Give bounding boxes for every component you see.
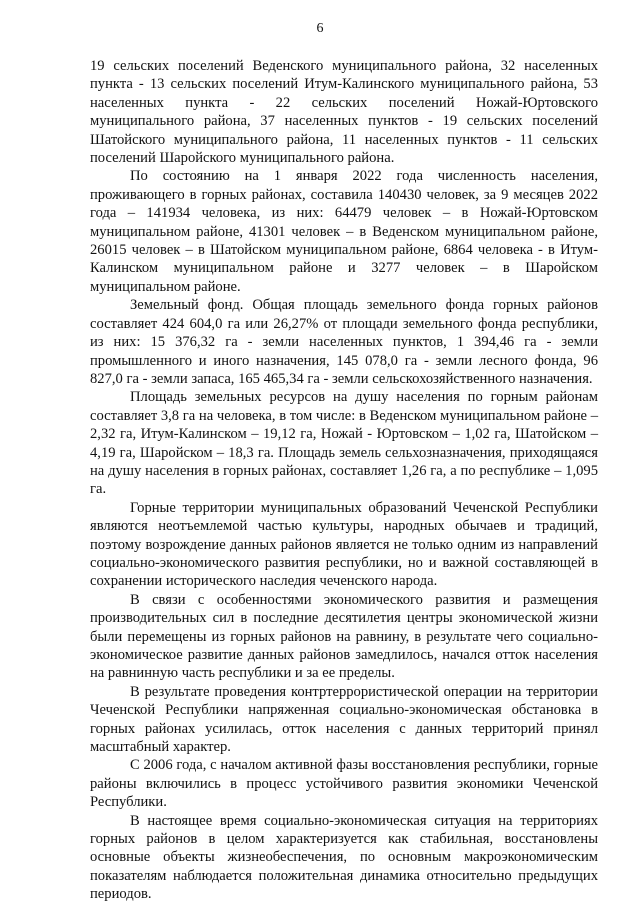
paragraph-current-situation: В настоящее время социально-экономическая ситуация на территориях горных районов в целом характеризуется как стабильная, восстановлены основные объекты жизнеобеспечения, по основным макроэкономическим показателям наблюдается положительная динамика относительно предыдущих периодов. (90, 812, 598, 903)
paragraph-counter-terrorism: В результате проведения контртеррористической операции на территории Чеченской Республики напряженная социально-экономическая обстановка в горных районах усилилась, отток населения с данных территорий принял масштабный характер. (90, 683, 598, 756)
page-number: 6 (316, 21, 324, 36)
document-body (90, 57, 598, 904)
paragraph-land-fund: Земельный фонд. Общая площадь земельного фонда горных районов составляет 424 604,0 га или 26,27% от площади земельного фонда республики, из них: 15 376,32 га - земли населенных пунктов, 1 394,46 га - земли промышленного и иного назначения, 145 078,0 га - земли лесного фонда, 96 827,0 га - земли запаса, 165 465,34 га - земли сельскохозяйственного назначения. (90, 297, 598, 387)
paragraph-since-2006: С 2006 года, с началом активной фазы восстановления республики, горные районы включились в процесс устойчивого развития экономики Чеченской Республики. (90, 757, 598, 811)
paragraph-land-per-capita: Площадь земельных ресурсов на душу населения по горным районам составляет 3,8 га на человека, в том числе: в Веденском муниципальном районе – 2,32 га, Итум-Калинском – 19,12 га, Ножай - Юртовском – 1,02 га, Шатойском – 4,19 га, Шаройском – 18,3 га. Площадь земель сельхозназначения, приходящаяся на душу населения в горных районах, составляет 1,26 га, а по республике – 1,095 га. (90, 389, 598, 498)
paragraph-economic-shift: В связи с особенностями экономического развития и размещения производительных сил в последние десятилетия центры экономической жизни были перемещены из горных районов на равнину, в результате чего социально-экономическое развитие данных районов замедлилось, начался отток населения на равнинную часть республики и за ее пределы. (90, 591, 598, 682)
paragraph-settlements-continued: 19 сельских поселений Веденского муниципального района, 32 населенных пункта - 13 сельских поселений Итум-Калинского муниципального района, 53 населенных пункта - 22 сельских поселений Ножай-Юртовского муниципального района, 37 населенных пунктов - 19 сельских поселений Шатойского муниципального района, 11 населенных пунктов - 11 сельских поселений Шаройского муниципального района. (90, 58, 598, 167)
paragraph-cultural-heritage: Горные территории муниципальных образований Чеченской Республики являются неотъемлемой частью культуры, народных обычаев и традиций, поэтому возрождение данных районов является не только одним из направлений социально-экономического развития республики, но и важной составляющей в сохранении исторического наследия чеченского народа. (90, 499, 598, 590)
paragraph-population: По состоянию на 1 января 2022 года численность населения, проживающего в горных районах, составила 140430 человек, за 9 месяцев 2022 года – 141934 человека, из них: 64479 человек – в Ножай-Юртовском муниципальном районе, 41301 человек – в Веденском муниципальном районе, 26015 человек – в Шатойском муниципальном районе, 6864 человека - в Итум-Калинском муниципальном районе и 3277 человек – в Шаройском муниципальном районе. (90, 168, 598, 295)
